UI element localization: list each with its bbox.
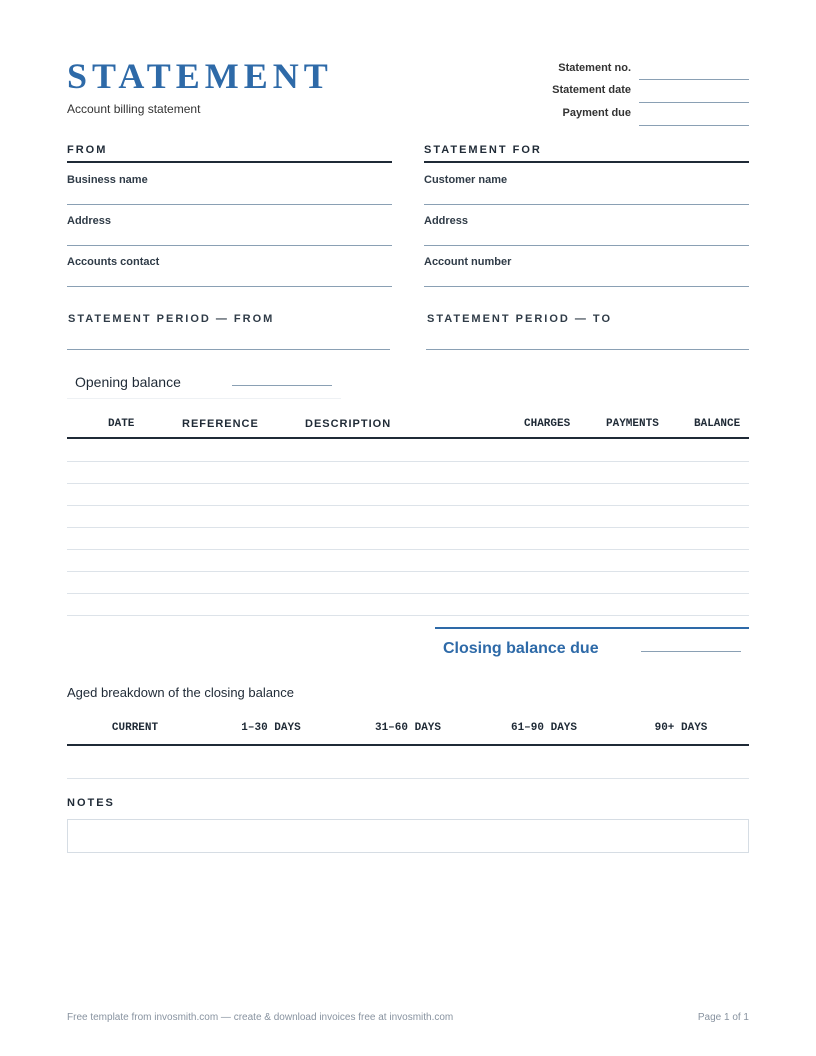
statement-date-field[interactable] [639,102,749,103]
aged-breakdown-title: Aged breakdown of the closing balance [67,685,294,700]
col-header-payments: PAYMENTS [606,418,659,430]
from-heading: FROM [67,144,108,156]
payment-due-label: Payment due [562,107,631,119]
account-number-label: Account number [424,256,512,268]
col-header-description: DESCRIPTION [305,418,392,430]
table-row[interactable] [67,483,749,484]
table-header-rule [67,437,749,439]
col-header-charges: CHARGES [524,418,571,430]
aged-header-current: CURRENT [111,722,159,734]
statement-no-field[interactable] [639,79,749,80]
accounts-contact-field[interactable] [67,286,392,287]
closing-balance-label: Closing balance due [443,640,599,657]
document-subtitle: Account billing statement [67,102,201,116]
aged-header-31-60: 31–60 DAYS [374,722,441,734]
table-row[interactable] [67,527,749,528]
opening-balance-divider [67,398,341,399]
col-header-date: DATE [108,418,135,430]
aged-values-row[interactable] [67,778,749,779]
payment-due-field[interactable] [639,125,749,126]
business-name-field[interactable] [67,204,392,205]
period-from-field[interactable] [67,349,390,350]
table-row[interactable] [67,593,749,594]
footer-credit: Free template from invosmith.com — create & download invoices free at invosmith.com [67,1012,454,1023]
business-name-label: Business name [67,174,148,186]
table-row[interactable] [67,571,749,572]
period-from-label: STATEMENT PERIOD — FROM [68,313,275,325]
statement-for-heading: STATEMENT FOR [424,144,542,156]
aged-header-rule [67,744,749,746]
statement-date-label: Statement date [552,84,631,96]
col-header-balance: BALANCE [694,418,741,430]
customer-name-field[interactable] [424,204,749,205]
aged-header-61-90: 61–90 DAYS [510,722,577,734]
table-row[interactable] [67,461,749,462]
notes-field[interactable] [67,819,749,853]
customer-address-label: Address [424,215,469,227]
table-row[interactable] [67,505,749,506]
closing-balance-rule [435,627,749,629]
table-row[interactable] [67,615,749,616]
col-header-reference: REFERENCE [182,418,259,430]
from-address-label: Address [67,215,112,227]
opening-balance-field[interactable] [232,385,332,386]
period-to-field[interactable] [426,349,749,350]
statement-no-label: Statement no. [558,62,631,74]
page-number: Page 1 of 1 [697,1012,749,1023]
aged-header-1-30: 1–30 DAYS [241,722,301,734]
accounts-contact-label: Accounts contact [67,256,160,268]
from-address-field[interactable] [67,245,392,246]
opening-balance-label: Opening balance [75,374,181,390]
notes-heading: NOTES [67,797,115,809]
aged-header-90-plus: 90+ DAYS [654,722,708,734]
table-row[interactable] [67,549,749,550]
from-heading-rule [67,161,392,163]
customer-address-field[interactable] [424,245,749,246]
document-title: STATEMENT [67,56,333,96]
statement-for-heading-rule [424,161,749,163]
customer-name-label: Customer name [424,174,508,186]
account-number-field[interactable] [424,286,749,287]
period-to-label: STATEMENT PERIOD — TO [427,313,613,325]
closing-balance-field[interactable] [641,651,741,652]
